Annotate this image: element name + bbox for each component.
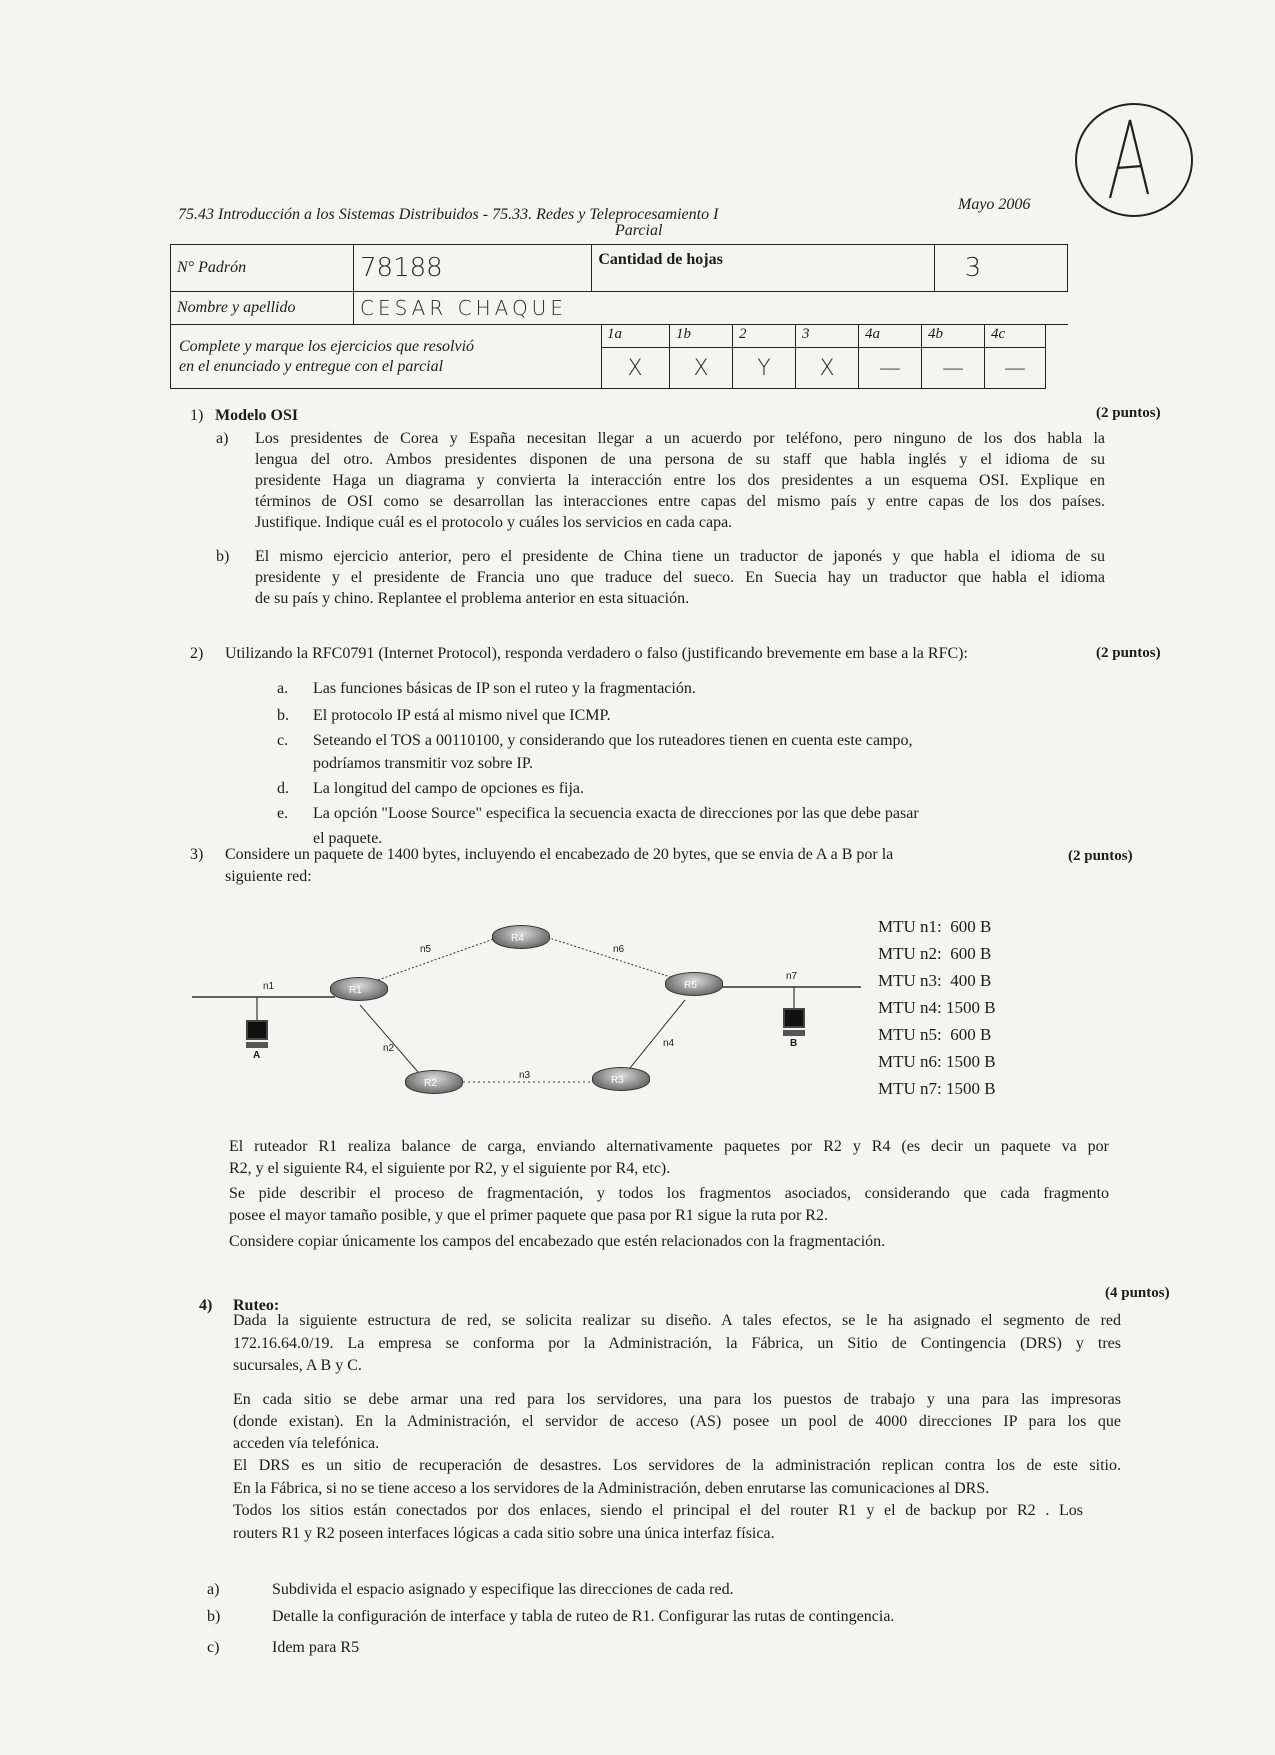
q1-number: 1) — [190, 407, 204, 424]
name-value[interactable]: CESAR CHAQUE — [354, 292, 1068, 325]
text-line: 172.16.64.0/19. La empresa se conforma por la Administración, la Fábrica, un Sitio de Contingencia (DRS) y tres — [233, 1335, 1121, 1352]
q3-number: 3) — [190, 846, 204, 863]
exam-date: Mayo 2006 — [958, 196, 1031, 213]
network-label: n2 — [383, 1043, 395, 1054]
text-line: Los presidentes de Corea y España necesitan llegar a un acuerdo por teléfono, pero ninguno de los dos habla la — [255, 430, 1105, 447]
q3-intro-line1: Considere un paquete de 1400 bytes, incluyendo el encabezado de 20 bytes, que se envia de A a B por la — [225, 846, 894, 863]
text-line: acceden vía telefónica. — [233, 1435, 380, 1452]
network-label: n5 — [420, 944, 432, 955]
text-line: (donde existan). En la Administración, el servidor de acceso (AS) posee un pool de 4000 direcciones IP para los que — [233, 1413, 1121, 1430]
mtu-entry: MTU n6: 1500 B — [878, 1052, 996, 1071]
q2-points: (2 puntos) — [1096, 645, 1161, 661]
q1-title: Modelo OSI — [215, 407, 299, 424]
exercise-id: 4a — [865, 326, 880, 342]
text-line: R2, y el siguiente R4, el siguiente por R2, y el siguiente por R4, etc). — [229, 1160, 671, 1177]
text-line: posee el mayor tamaño posible, y que el primer paquete que pasa por R1 sigue la ruta por R2. — [229, 1207, 828, 1224]
computer-icon — [246, 1020, 268, 1048]
text-line: routers R1 y R2 poseen interfaces lógicas a cada sitio sobre una única interfaz física. — [233, 1525, 775, 1542]
text-line: presidente Haga un diagrama y convierta la interacción entre los dos presidentes a un esquema OSI. Explique en — [255, 472, 1105, 489]
text-line: El ruteador R1 realiza balance de carga, enviando alternativamente paquetes por R2 y R4 (es decir un paquete va por — [229, 1138, 1109, 1155]
name-label: Nombre y apellido — [171, 292, 354, 325]
text-line: Considere copiar únicamente los campos del encabezado que estén relacionados con la fragmentación. — [229, 1233, 886, 1250]
router-icon — [330, 977, 388, 1001]
network-label: n4 — [663, 1038, 675, 1049]
router-icon — [592, 1067, 650, 1091]
q4-item-label: b) — [207, 1608, 221, 1625]
network-label: n3 — [519, 1070, 531, 1081]
link-n5 — [378, 935, 505, 980]
mtu-entry: MTU n7: 1500 B — [878, 1079, 996, 1098]
link-n4 — [630, 1000, 685, 1068]
q2-item-label: a. — [277, 680, 289, 697]
exercise-id: 2 — [739, 326, 747, 342]
q2-intro: Utilizando la RFC0791 (Internet Protocol), responda verdadero o falso (justificando brevemente em base a la RFC): — [225, 645, 968, 662]
mtu-entry: MTU n1: 600 B — [878, 917, 992, 936]
q2-item-text: podríamos transmitir voz sobre IP. — [313, 755, 533, 772]
exercises-label-line2: en el enunciado y entregue con el parcial — [179, 358, 444, 375]
router-label: R2 — [424, 1078, 437, 1089]
text-line: Se pide describir el proceso de fragmentación, y todos los fragmentos asociados, considerando que cada fragmento — [229, 1185, 1109, 1202]
router-label: R4 — [511, 933, 524, 944]
q2-item-text: El protocolo IP está al mismo nivel que ICMP. — [313, 707, 611, 724]
q2-item-text: La opción "Loose Source" especifica la secuencia exacta de direcciones por las que debe pasar — [313, 805, 919, 822]
exercise-mark[interactable]: Y — [757, 356, 771, 381]
exercise-mark[interactable]: — — [942, 356, 964, 381]
q2-item-text: Las funciones básicas de IP son el ruteo y la fragmentación. — [313, 680, 696, 697]
q1-points: (2 puntos) — [1096, 405, 1161, 421]
cell-divider — [922, 347, 984, 348]
q4-number: 4) — [199, 1297, 213, 1314]
text-line: términos de OSI como se desarrollan las interacciones entre capas del mismo país y entre capas de los dos países. — [255, 493, 1105, 510]
router-icon — [492, 925, 550, 949]
q2-item-text: el paquete. — [313, 830, 383, 847]
padron-label: N° Padrón — [171, 245, 354, 292]
exercise-id: 1b — [676, 326, 691, 342]
mtu-entry: MTU n4: 1500 B — [878, 998, 996, 1017]
text-line: sucursales, A B y C. — [233, 1357, 362, 1374]
q4-item-label: a) — [207, 1581, 220, 1598]
padron-value[interactable]: 78188 — [354, 245, 592, 292]
q2-item-text: La longitud del campo de opciones es fija. — [313, 780, 585, 797]
text-line: El mismo ejercicio anterior, pero el presidente de China tiene un traductor de japonés y que habla el idioma de su — [255, 548, 1105, 565]
text-line: En cada sitio se debe armar una red para los servidores, una para los puestos de trabajo y una para las impresoras — [233, 1391, 1121, 1408]
network-label: n1 — [263, 981, 275, 992]
q1b-label: b) — [216, 548, 230, 565]
host-label: A — [253, 1050, 261, 1061]
text-line: de su país y chino. Replantee el problema anterior en esta situación. — [255, 590, 690, 607]
network-label: n6 — [613, 944, 625, 955]
handwritten-a-glyph — [1110, 120, 1148, 198]
text-line: lengua del otro. Ambos presidentes disponen de una persona de su staff que habla inglés y el idioma de su — [255, 451, 1105, 468]
network-label: n7 — [786, 971, 798, 982]
router-label: R5 — [684, 980, 697, 991]
text-line: Justifique. Indique cuál es el protocolo y cuáles los servicios en cada capa. — [255, 514, 733, 531]
q2-item-label: b. — [277, 707, 289, 724]
mtu-entry: MTU n5: 600 B — [878, 1025, 992, 1044]
computer-icon — [783, 1008, 805, 1036]
exercise-mark[interactable]: X — [627, 356, 643, 381]
q2-number: 2) — [190, 645, 204, 662]
exercises-label-line1: Complete y marque los ejercicios que resolvió — [179, 338, 475, 355]
q2-item-label: d. — [277, 780, 289, 797]
exercise-id: 4b — [928, 326, 943, 342]
router-icon — [405, 1070, 463, 1094]
router-label: R3 — [611, 1075, 624, 1086]
exam-type: Parcial — [615, 222, 663, 239]
q1a-label: a) — [216, 430, 229, 447]
text-line: Dada la siguiente estructura de red, se solicita realizar su diseño. A tales efectos, se le ha asignado el segmento de red — [233, 1312, 1121, 1329]
q3-points: (2 puntos) — [1068, 848, 1133, 864]
router-label: R1 — [349, 985, 362, 996]
exercise-cell — [922, 324, 985, 389]
exercise-cell — [985, 324, 1046, 389]
exercise-id: 3 — [802, 326, 810, 342]
exercise-mark[interactable]: X — [693, 356, 709, 381]
course-title: 75.43 Introducción a los Sistemas Distribuidos - 75.33. Redes y Teleprocesamiento I — [178, 206, 719, 223]
q4-points: (4 puntos) — [1105, 1285, 1170, 1301]
q3-intro-line2: siguiente red: — [225, 868, 312, 885]
mtu-entry: MTU n2: 600 B — [878, 944, 992, 963]
sheets-value[interactable]: 3 — [934, 245, 1067, 292]
q4-item-text: Detalle la configuración de interface y tabla de ruteo de R1. Configurar las rutas de contingencia. — [272, 1608, 895, 1625]
q4-item-text: Idem para R5 — [272, 1639, 360, 1656]
link-n6 — [540, 935, 680, 980]
q4-item-text: Subdivida el espacio asignado y especifique las direcciones de cada red. — [272, 1581, 734, 1598]
network-diagram — [0, 0, 900, 1120]
exercise-id: 1a — [607, 326, 622, 342]
sheets-label: Cantidad de hojas — [592, 245, 934, 292]
circled-letter-stamp — [1070, 98, 1200, 223]
text-line: Todos los sitios están conectados por dos enlaces, siendo el principal el del router R1 y el de backup por R2 . Los — [233, 1502, 1083, 1519]
q4-title: Ruteo: — [233, 1297, 280, 1314]
link-n2 — [360, 1005, 418, 1072]
host-label: B — [790, 1038, 798, 1049]
exercise-id: 4c — [991, 326, 1006, 342]
q2-item-label: e. — [277, 805, 289, 822]
q2-item-text: Seteando el TOS a 00110100, y considerando que los ruteadores tienen en cuenta este campo, — [313, 732, 913, 749]
exercise-mark[interactable]: X — [819, 356, 835, 381]
cell-divider — [985, 347, 1045, 348]
mtu-entry: MTU n3: 400 B — [878, 971, 992, 990]
q2-item-label: c. — [277, 732, 289, 749]
router-icon — [665, 972, 723, 996]
text-line: presidente y el presidente de Francia uno que traduce del sueco. En Suecia hay un traductor que habla el idioma — [255, 569, 1105, 586]
text-line: En la Fábrica, si no se tiene acceso a los servidores de la Administración, deben enrutarse las comunicaciones al DRS. — [233, 1480, 990, 1497]
q4-item-label: c) — [207, 1639, 220, 1656]
text-line: El DRS es un sitio de recuperación de desastres. Los servidores de la administración replican contra los de este sitio. — [233, 1457, 1121, 1474]
exercise-mark[interactable]: — — [879, 356, 901, 381]
exercise-mark[interactable]: — — [1004, 356, 1026, 381]
